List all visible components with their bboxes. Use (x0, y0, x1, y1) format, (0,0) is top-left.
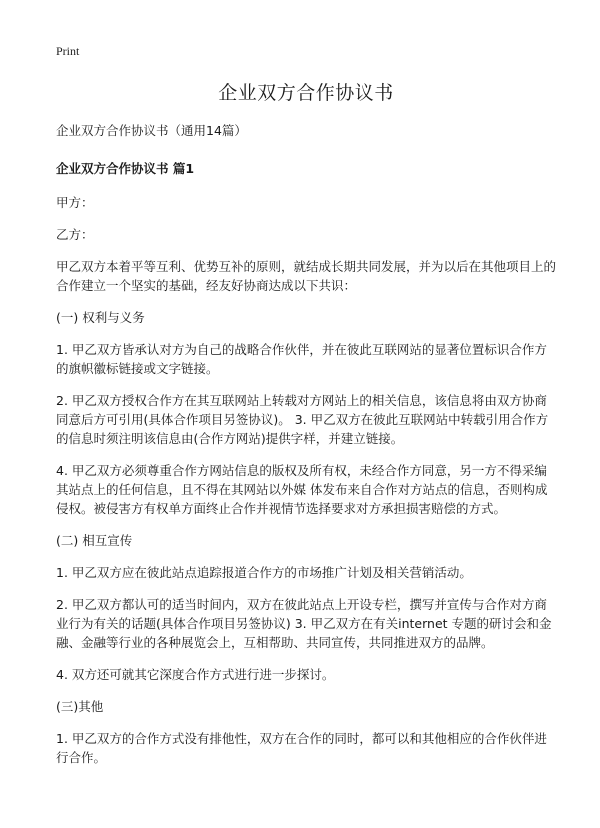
clause-heading-rights: (一) 权利与义务 (56, 310, 145, 325)
clause-paragraph: 2. 甲乙双方都认可的适当时间内，双方在彼此站点上开设专栏，撰写并宣传与合作对方商业行为有关的话题(具体合作项目另签协议) 3. 甲乙双方在有关internet 专题的研讨会和金融、金融等行业的各种展览会上，互相帮助、共同宣传，共同推进双方的品牌。 (56, 597, 552, 650)
party-b-line: 乙方： (56, 227, 94, 242)
clause-paragraph: 1. 甲乙双方应在彼此站点追踪报道合作方的市场推广计划及相关营销活动。 (56, 565, 472, 580)
clause-paragraph: 4. 双方还可就其它深度合作方式进行进一步探讨。 (56, 667, 335, 682)
clause-paragraph: 2. 甲乙双方授权合作方在其互联网站上转载对方网站上的相关信息，该信息将由双方协商同意后方可引用(具体合作项目另签协议)。 3. 甲乙双方在彼此互联网站中转载引用合作方的信息时须注明该信息由(合作方网站)提供字样，并建立链接。 (56, 393, 549, 446)
document-subtitle: 企业双方合作协议书（通用14篇） (56, 123, 247, 138)
clause-paragraph: 1. 甲乙双方的合作方式没有排他性，双方在合作的同时，都可以和其他相应的合作伙伴进行合作。 (56, 731, 547, 765)
print-link[interactable]: Print (56, 44, 80, 58)
document-content (56, 78, 556, 780)
clause-paragraph: 4. 甲乙双方必须尊重合作方网站信息的版权及所有权，未经合作方同意，另一方不得采编其站点上的任何信息，且不得在其网站以外媒 体发布来自合作对方站点的信息，否则构成侵权。被侵害方有权单方面终止合作并视情节选择要求对方承担损害赔偿的方式。 (56, 463, 548, 516)
document-title: 企业双方合作协议书 (218, 82, 394, 104)
party-a-line: 甲方： (56, 195, 94, 210)
intro-paragraph: 甲乙双方本着平等互利、优势互补的原则，就结成长期共同发展，并为以后在其他项目上的合作建立一个坚实的基础，经友好协商达成以下共识： (56, 259, 557, 293)
clause-heading-other: (三)其他 (56, 699, 104, 714)
section-heading: 企业双方合作协议书 篇1 (56, 161, 195, 176)
clause-heading-promotion: (二) 相互宣传 (56, 533, 133, 548)
clause-paragraph: 1. 甲乙双方皆承认对方为自己的战略合作伙伴，并在彼此互联网站的显著位置标识合作方的旗帜徽标链接或文字链接。 (56, 342, 547, 376)
